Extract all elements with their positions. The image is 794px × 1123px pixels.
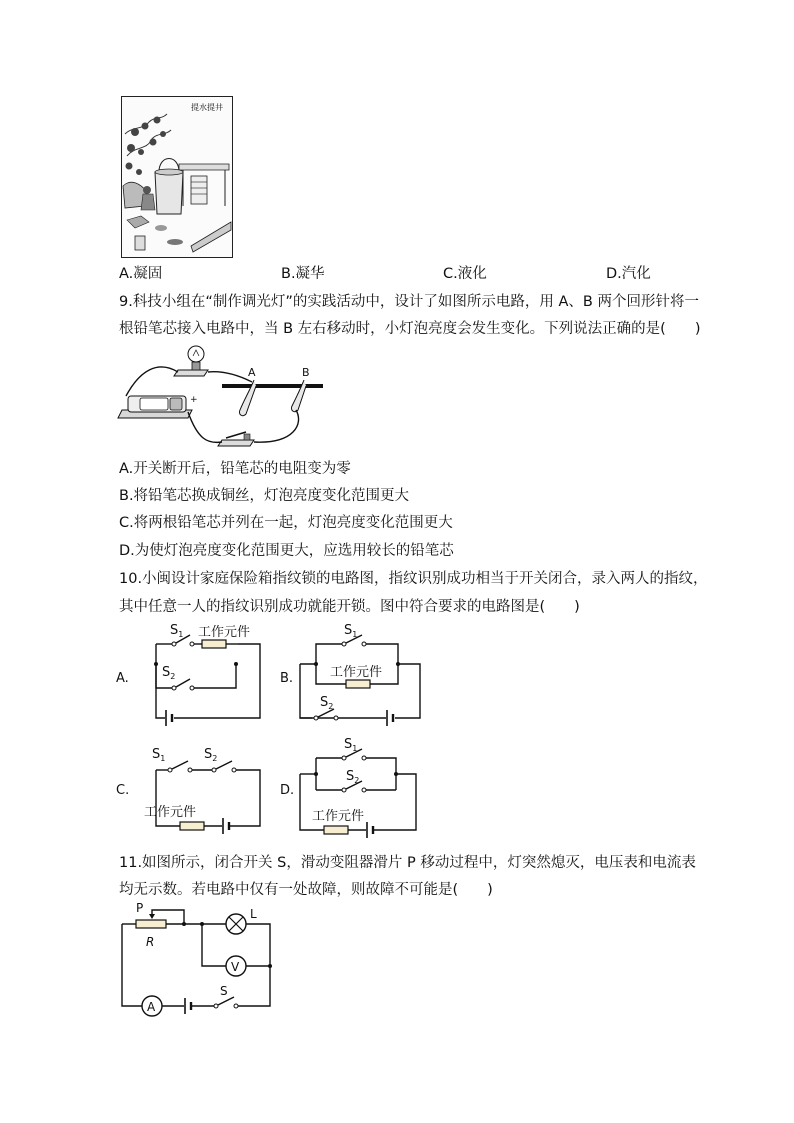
circuit-c (116, 747, 260, 834)
q8-option-d: D.汽化 (606, 266, 651, 282)
a-element-label: 工作元件 (198, 625, 251, 640)
q8-option-b: B.凝华 (281, 266, 325, 282)
voltmeter-icon (226, 956, 246, 976)
label-s: S (220, 984, 228, 998)
b-s1-label: $S_1$ (344, 623, 358, 639)
q10-circuits (116, 624, 426, 836)
q9-figure (118, 340, 328, 455)
b-element-label: 工作元件 (330, 665, 383, 680)
q11-circuit (118, 902, 278, 1026)
circuit-d-label: D. (280, 783, 295, 798)
c-s1-label: $S_1$ (152, 747, 166, 763)
label-l: L (250, 907, 257, 921)
q8-illustration (121, 96, 233, 258)
c-element-label: 工作元件 (144, 805, 197, 820)
q10-stem-line2: 其中任意一人的指纹识别成功就能开锁。图中符合要求的电路图是( ) (119, 599, 580, 615)
q8-option-a: A.凝固 (119, 266, 163, 282)
label-v: V (231, 960, 240, 974)
q9-stem-line1: 9.科技小组在“制作调光灯”的实践活动中，设计了如图所示电路，用 A、B 两个回形针将一 (119, 294, 699, 310)
q11-stem-line1: 11.如图所示，闭合开关 S，滑动变阻器滑片 P 移动过程中，灯突然熄灭，电压表和电流表 (119, 855, 696, 871)
q9-option-a: A.开关断开后，铅笔芯的电阻变为零 (119, 461, 351, 477)
q9-label-a: A (248, 366, 256, 379)
a-s2-label: $S_2$ (162, 665, 176, 681)
d-s2-label: $S_2$ (346, 769, 360, 785)
a-s1-label: $S_1$ (170, 623, 184, 639)
q9-stem-line2: 根铅笔芯接入电路中，当 B 左右移动时，小灯泡亮度会发生变化。下列说法正确的是( ) (119, 321, 701, 337)
ammeter-icon (142, 996, 162, 1016)
q8-option-c: C.液化 (443, 266, 487, 282)
label-p: P (136, 901, 144, 915)
circuit-b (280, 623, 420, 726)
battery-holder (118, 395, 198, 418)
q10-stem-line1: 10.小闽设计家庭保险箱指纹锁的电路图，指纹识别成功相当于开关闭合，录入两人的指纹， (119, 571, 708, 587)
circuit-d (280, 737, 416, 838)
q9-label-b: B (302, 366, 310, 379)
b-s2-label: $S_2$ (320, 695, 334, 711)
q9-option-b: B.将铅笔芯换成铜丝，灯泡亮度变化范围更大 (119, 488, 410, 504)
c-s2-label: $S_2$ (204, 747, 218, 763)
label-a: A (147, 1000, 156, 1014)
q9-plus-sign: + (190, 395, 198, 405)
d-element-label: 工作元件 (312, 809, 365, 824)
bulb-icon (174, 346, 208, 376)
circuit-a-label: A. (116, 671, 129, 686)
circuit-a (116, 623, 260, 726)
d-s1-label: $S_1$ (344, 737, 358, 753)
switch-icon (218, 432, 254, 446)
label-r: R (146, 935, 155, 949)
circuit-c-label: C. (116, 783, 130, 798)
rheostat-r (136, 920, 166, 928)
q8-illustration-caption: 提水提井 (191, 103, 223, 112)
q11-stem-line2: 均无示数。若电路中仅有一处故障，则故障不可能是( ) (119, 882, 493, 898)
circuit-b-label: B. (280, 671, 294, 686)
q9-option-d: D.为使灯泡亮度变化范围更大，应选用较长的铅笔芯 (119, 543, 454, 559)
q9-option-c: C.将两根铅笔芯并列在一起，灯泡亮度变化范围更大 (119, 515, 453, 531)
lamp-icon (226, 914, 246, 934)
